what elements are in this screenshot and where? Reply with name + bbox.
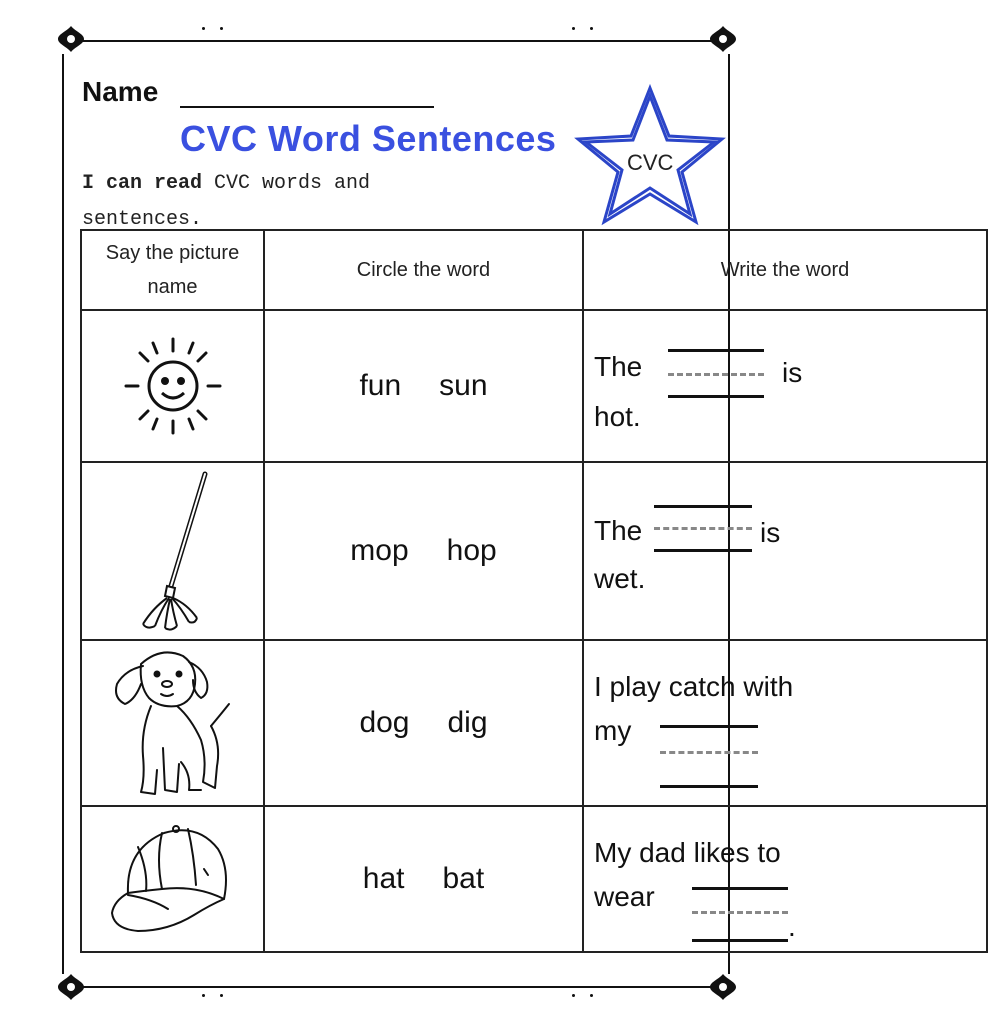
border-dot <box>202 27 205 30</box>
word-choices <box>265 534 582 568</box>
word-choice[interactable]: sun <box>439 369 488 402</box>
write-base-line[interactable] <box>668 395 764 398</box>
word-choice[interactable]: fun <box>359 369 402 402</box>
sentence-end: hot. <box>594 401 641 432</box>
word-choices <box>265 706 582 740</box>
write-top-line <box>692 887 788 890</box>
sentence-start: The <box>594 515 643 546</box>
word-choices <box>265 369 582 403</box>
border-dot <box>202 994 205 997</box>
word-choice[interactable]: hop <box>446 534 497 567</box>
flourish-top-left-icon <box>54 22 88 56</box>
sentence-middle: . <box>788 911 796 942</box>
write-mid-line <box>660 751 758 754</box>
objective-text: CVC words and sentences. <box>82 172 371 231</box>
sentence-start: I play catch with <box>594 671 794 702</box>
write-mid-line <box>692 911 788 914</box>
table-header-row <box>81 230 987 310</box>
flourish-top-right-icon <box>706 22 740 56</box>
sentence-middle: is <box>782 357 803 388</box>
picture-cell <box>81 640 264 806</box>
border-dot <box>590 27 593 30</box>
sentence-start: My dad likes to <box>594 837 781 868</box>
word-choice[interactable]: dig <box>447 706 488 739</box>
write-mid-line <box>654 527 752 530</box>
cap-icon <box>108 819 238 939</box>
write-top-line <box>654 505 752 508</box>
border-dot <box>572 994 575 997</box>
sentence-cell <box>583 806 987 952</box>
header-write-word: Write the word <box>583 230 987 310</box>
table-row <box>81 310 987 462</box>
flourish-bottom-left-icon <box>54 970 88 1004</box>
page-title: CVC Word Sentences <box>180 118 557 159</box>
write-top-line <box>668 349 764 352</box>
write-mid-line <box>668 373 764 376</box>
border-dot <box>572 27 575 30</box>
circle-word-cell <box>264 806 583 952</box>
objective-bold: I can read <box>82 172 203 195</box>
word-choices <box>265 862 582 896</box>
picture-cell <box>81 462 264 640</box>
word-choice[interactable]: dog <box>359 706 410 739</box>
write-base-line[interactable] <box>660 785 758 788</box>
write-base-line[interactable] <box>692 939 788 942</box>
name-label: Name <box>82 76 159 107</box>
word-choice[interactable]: mop <box>350 534 409 567</box>
write-base-line[interactable] <box>654 549 752 552</box>
border-dot <box>220 994 223 997</box>
picture-cell <box>81 310 264 462</box>
dog-icon <box>111 644 235 802</box>
flourish-bottom-right-icon <box>706 970 740 1004</box>
table-row <box>81 806 987 952</box>
border-dot <box>220 27 223 30</box>
sentence-cell <box>583 640 987 806</box>
sun-icon <box>118 331 228 441</box>
mop-icon <box>123 468 223 634</box>
header-circle-word: Circle the word <box>264 230 583 310</box>
header-say-picture: Say the picture name <box>81 230 264 310</box>
name-write-line[interactable] <box>180 106 434 108</box>
sentence-end: my <box>594 715 632 746</box>
sentence-cell <box>583 310 987 462</box>
star-label: CVC <box>627 150 674 175</box>
sentence-middle: is <box>760 517 781 548</box>
write-top-line <box>660 725 758 728</box>
worksheet-table <box>80 229 988 953</box>
table-row <box>81 640 987 806</box>
sentence-end: wear <box>594 881 655 912</box>
word-choice[interactable]: hat <box>362 862 405 895</box>
circle-word-cell <box>264 640 583 806</box>
table-row <box>81 462 987 640</box>
sentence-cell <box>583 462 987 640</box>
learning-objective <box>82 166 442 238</box>
sentence-start: The <box>594 351 643 382</box>
sentence-end: wet. <box>594 563 646 594</box>
word-choice[interactable]: bat <box>442 862 485 895</box>
circle-word-cell <box>264 462 583 640</box>
picture-cell <box>81 806 264 952</box>
circle-word-cell <box>264 310 583 462</box>
border-dot <box>590 994 593 997</box>
